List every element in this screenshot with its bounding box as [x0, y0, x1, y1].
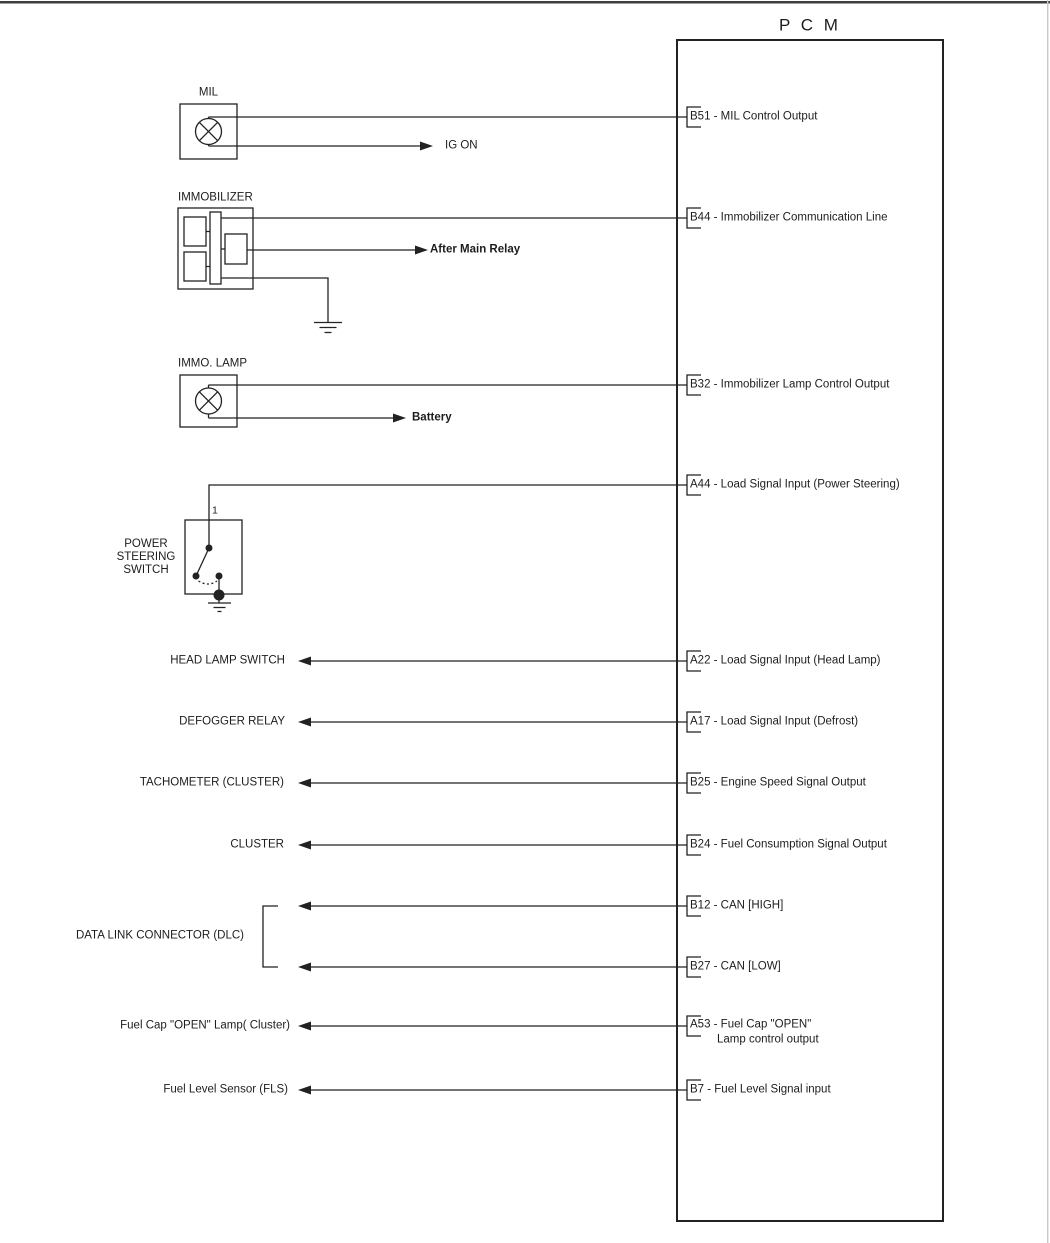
- pin-label-b32: B32 - Immobilizer Lamp Control Output: [690, 378, 890, 391]
- ground-icon-immobilizer: [314, 323, 342, 333]
- power-steering-switch-label-line3: SWITCH: [123, 564, 169, 576]
- mil-label: MIL: [198, 86, 219, 99]
- switch-pin-number: 1: [212, 504, 218, 517]
- fuel-level-sensor-label: Fuel Level Sensor (FLS): [163, 1083, 288, 1096]
- power-steering-switch-label: [103, 538, 189, 577]
- battery-annotation: Battery: [412, 411, 452, 424]
- immo-lamp-label: IMMO. LAMP: [178, 357, 248, 370]
- wire-immobilizer-ground: [221, 278, 328, 322]
- cluster-label: CLUSTER: [230, 838, 284, 851]
- pin-label-b7: B7 - Fuel Level Signal input: [690, 1083, 831, 1096]
- pin-label-a22: A22 - Load Signal Input (Head Lamp): [690, 654, 881, 667]
- dlc-bracket: [263, 906, 278, 967]
- arrow-icon-cluster: [298, 841, 311, 850]
- arrow-icon-fuel-level: [298, 1086, 311, 1095]
- pcm-pin-brackets: [687, 107, 701, 1100]
- head-lamp-switch-label: HEAD LAMP SWITCH: [170, 654, 285, 667]
- pin-label-a17: A17 - Load Signal Input (Defrost): [690, 715, 859, 728]
- dlc-label: DATA LINK CONNECTOR (DLC): [75, 929, 244, 942]
- arrow-icon-after-main-relay: [415, 246, 428, 255]
- pin-label-a53: A53 - Fuel Cap "OPEN": [690, 1018, 812, 1031]
- arrow-icon-tachometer: [298, 779, 311, 788]
- pin-label-b24: B24 - Fuel Consumption Signal Output: [690, 838, 887, 851]
- pin-label-b44: B44 - Immobilizer Communication Line: [690, 211, 888, 224]
- arrow-icon-can-high: [298, 902, 311, 911]
- immobilizer-label: IMMOBILIZER: [178, 191, 253, 204]
- arrow-icon-battery: [393, 414, 406, 423]
- arrow-icon-head-lamp: [298, 657, 311, 666]
- after-main-relay-annotation: After Main Relay: [430, 243, 521, 256]
- mil-lamp-icon: [180, 104, 237, 159]
- pin-label-a44: A44 - Load Signal Input (Power Steering): [690, 478, 900, 491]
- pin-label-b27: B27 - CAN [LOW]: [690, 960, 781, 973]
- ground-icon-switch: [208, 603, 231, 612]
- pin-label-a53-line2: Lamp control output: [717, 1033, 819, 1046]
- page-top-border: [0, 1, 1050, 4]
- pcm-title: P C M: [779, 15, 841, 35]
- power-steering-switch-label-line1: POWER: [124, 538, 168, 550]
- immo-lamp-icon: [180, 375, 237, 427]
- ig-on-annotation: IG ON: [445, 139, 478, 152]
- arrow-icon-fuel-cap: [298, 1022, 311, 1031]
- page-right-border: [1047, 0, 1048, 1243]
- tachometer-label: TACHOMETER (CLUSTER): [139, 776, 284, 789]
- arrow-icon-defogger: [298, 718, 311, 727]
- arrow-icon-ig-on: [420, 142, 433, 151]
- pin-label-b51: B51 - MIL Control Output: [690, 110, 818, 123]
- power-steering-switch-icon: [185, 520, 242, 594]
- pin-label-b25: B25 - Engine Speed Signal Output: [690, 776, 866, 789]
- wire-a44: [209, 485, 687, 548]
- fuel-cap-lamp-label: Fuel Cap "OPEN" Lamp( Cluster): [120, 1019, 290, 1032]
- defogger-relay-label: DEFOGGER RELAY: [179, 715, 285, 728]
- pin-label-b12: B12 - CAN [HIGH]: [690, 899, 784, 912]
- arrow-icon-can-low: [298, 963, 311, 972]
- power-steering-switch-label-line2: STEERING: [116, 551, 176, 563]
- immobilizer-connector-icon: [178, 208, 253, 289]
